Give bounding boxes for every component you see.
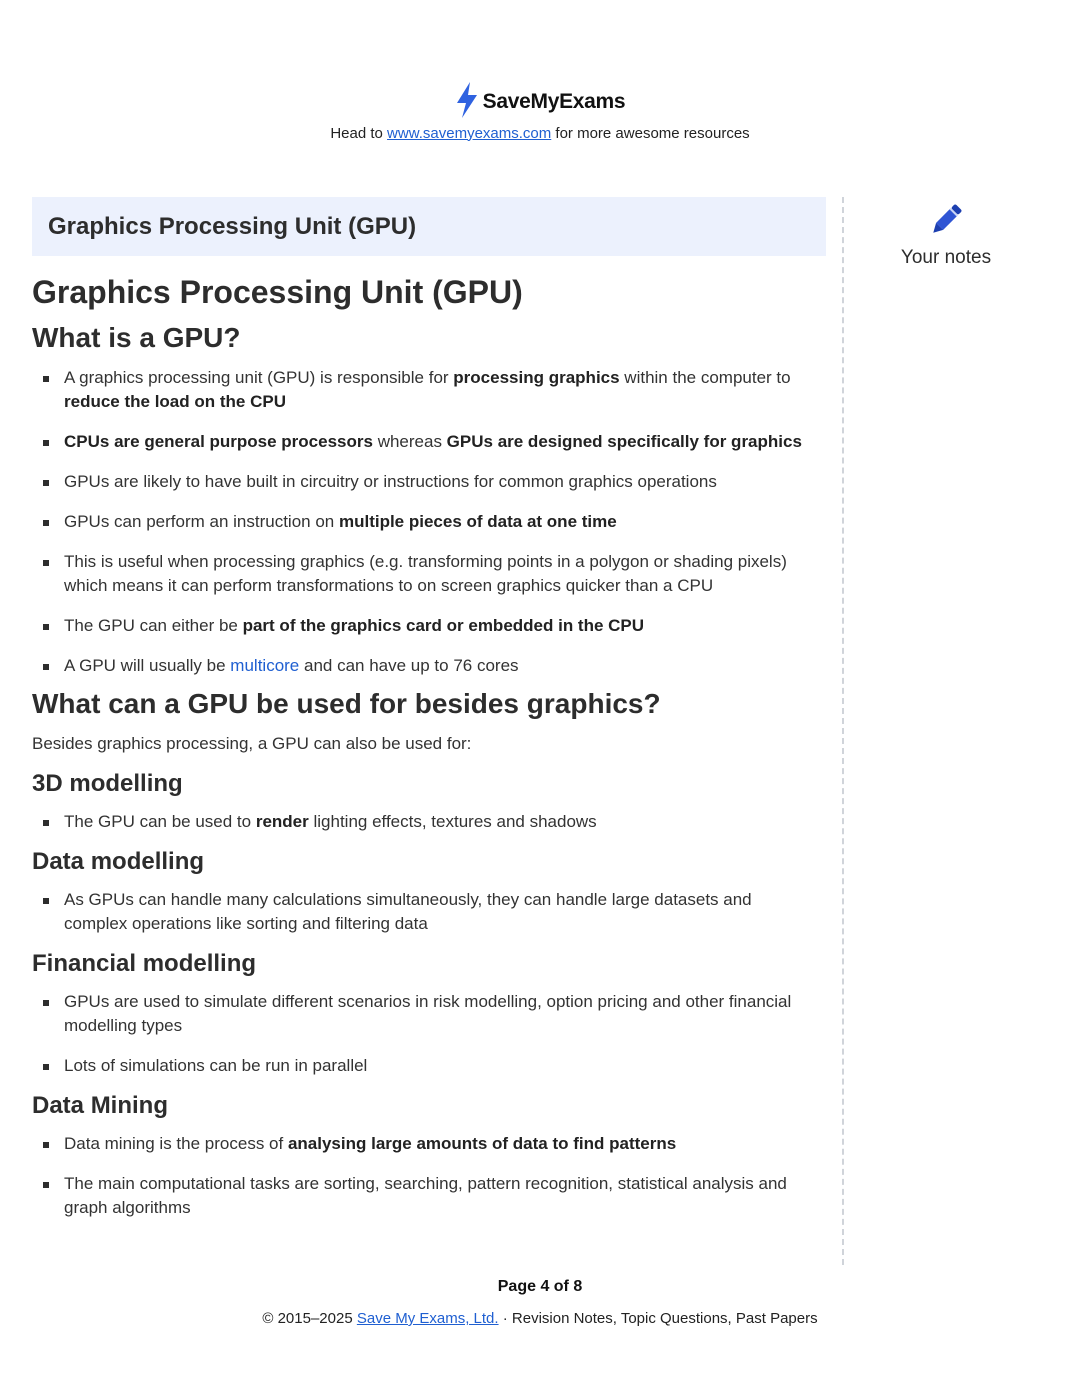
list-item: GPUs are used to simulate different scenarios in risk modelling, option pricing and other financial modelling types: [32, 990, 826, 1038]
list-item: CPUs are general purpose processors whereas GPUs are designed specifically for graphics: [32, 430, 826, 454]
list-item: As GPUs can handle many calculations simultaneously, they can handle large datasets and complex operations like sorting and filtering data: [32, 888, 826, 936]
gpu-definition-list: [32, 366, 826, 678]
list-item: A graphics processing unit (GPU) is responsible for processing graphics within the computer to reduce the load on the CPU: [32, 366, 826, 414]
tagline-suffix: for more awesome resources: [551, 124, 750, 142]
financial-modelling-list: [32, 990, 826, 1078]
lightning-bolt-icon: [455, 82, 479, 123]
banner-title: Graphics Processing Unit (GPU): [48, 212, 417, 240]
page-header: [0, 84, 1080, 142]
list-item: Data mining is the process of analysing large amounts of data to find patterns: [32, 1132, 826, 1156]
list-item: Lots of simulations can be run in parallel: [32, 1054, 826, 1078]
list-item: The GPU can be used to render lighting effects, textures and shadows: [32, 810, 826, 834]
other-uses-intro: Besides graphics processing, a GPU can also be used for:: [32, 734, 472, 753]
website-link[interactable]: www.savemyexams.com: [387, 124, 552, 142]
brand-name: SaveMyExams: [482, 90, 626, 113]
section-other-uses-heading: What can a GPU be used for besides graphics?: [32, 688, 661, 719]
data-mining-list: [32, 1132, 826, 1220]
page-number: Page 4 of 8: [497, 1278, 583, 1295]
page-footer: [0, 1278, 1080, 1327]
list-item: This is useful when processing graphics (e.g. transforming points in a polygon or shading pixels) which means it can perform transformations to on screen graphics quicker than a CPU: [32, 550, 826, 598]
tagline-prefix: Head to: [330, 124, 388, 142]
list-item: The GPU can either be part of the graphics card or embedded in the CPU: [32, 614, 826, 638]
multicore-link[interactable]: multicore: [230, 656, 300, 675]
your-notes-panel[interactable]: [890, 200, 1002, 269]
brand-logo[interactable]: [455, 84, 626, 120]
page-title: Graphics Processing Unit (GPU): [32, 274, 523, 310]
company-link[interactable]: Save My Exams, Ltd.: [356, 1310, 499, 1327]
your-notes-label: Your notes: [900, 247, 992, 268]
copyright-line: [0, 1310, 1080, 1327]
topic-banner: [32, 197, 826, 256]
subheading-3d-modelling: 3D modelling: [32, 770, 183, 797]
list-item: A GPU will usually be multicore and can have up to 76 cores: [32, 654, 826, 678]
copyright-suffix: · Revision Notes, Topic Questions, Past Papers: [498, 1310, 818, 1327]
data-modelling-list: [32, 888, 826, 936]
copyright-prefix: © 2015–2025: [262, 1310, 357, 1327]
subheading-financial-modelling: Financial modelling: [32, 950, 257, 977]
subheading-data-mining: Data Mining: [32, 1092, 168, 1119]
list-item: GPUs are likely to have built in circuitry or instructions for common graphics operations: [32, 470, 826, 494]
subheading-data-modelling: Data modelling: [32, 848, 205, 875]
3d-modelling-list: [32, 810, 826, 834]
list-item: GPUs can perform an instruction on multiple pieces of data at one time: [32, 510, 826, 534]
list-item: The main computational tasks are sorting, searching, pattern recognition, statistical analysis and graph algorithms: [32, 1172, 826, 1220]
pencil-icon: [926, 227, 966, 244]
main-content: [32, 197, 826, 1226]
section-what-is-gpu-heading: What is a GPU?: [32, 322, 241, 353]
notes-divider: [842, 197, 844, 1265]
header-tagline: [0, 125, 1080, 142]
